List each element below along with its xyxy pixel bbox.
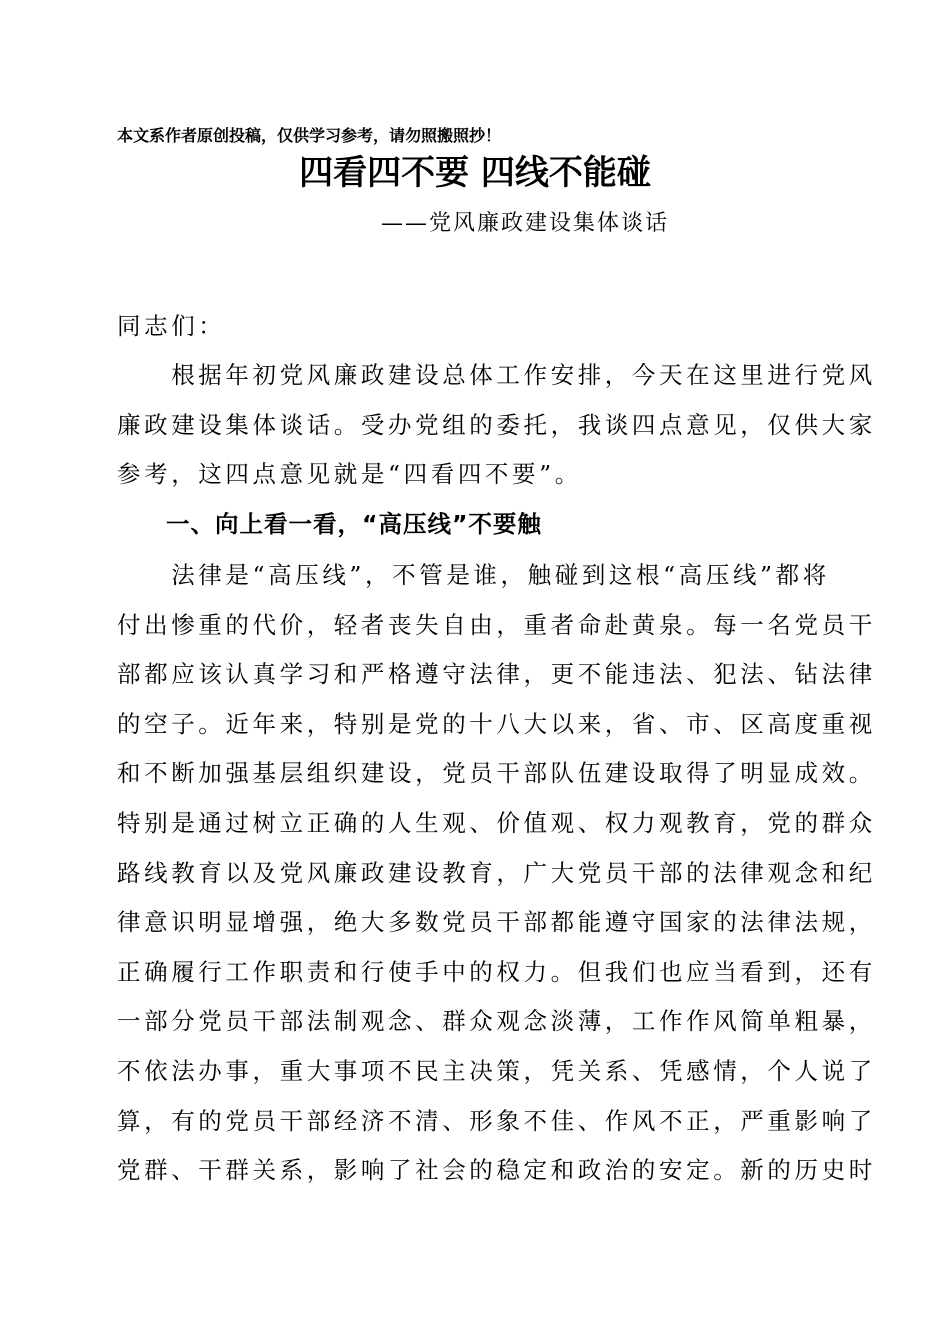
paragraph-line: 根据年初党风廉政建设总体工作安排，今天在这里进行党风	[117, 361, 876, 389]
paragraph-line: 不依法办事，重大事项不民主决策，凭关系、凭感情，个人说了	[117, 1056, 876, 1085]
paragraph-line: 正确履行工作职责和行使手中的权力。但我们也应当看到，还有	[117, 957, 876, 986]
paragraph-line: 路线教育以及党风廉政建设教育，广大党员干部的法律观念和纪	[117, 858, 876, 887]
paragraph-line: 和不断加强基层组织建设，党员干部队伍建设取得了明显成效。	[117, 759, 876, 788]
section-paragraph	[117, 551, 876, 1196]
intro-paragraph	[117, 351, 876, 500]
paragraph-line: 算，有的党员干部经济不清、形象不佳、作风不正，严重影响了	[117, 1106, 876, 1135]
paragraph-line: 的空子。近年来，特别是党的十八大以来，省、市、区高度重视	[117, 709, 876, 738]
document-title: 四看四不要 四线不能碰	[299, 153, 651, 193]
copyright-notice: 本文系作者原创投稿，仅供学习参考，请勿照搬照抄！	[117, 126, 502, 145]
paragraph-line: 部都应该认真学习和严格遵守法律，更不能违法、犯法、钻法律	[117, 660, 876, 689]
paragraph-line: 法律是“高压线”，不管是谁，触碰到这根“高压线”都将	[117, 561, 830, 589]
document-subtitle: ——党风廉政建设集体谈话	[380, 211, 669, 236]
paragraph-line: 付出惨重的代价，轻者丧失自由，重者命赴黄泉。每一名党员干	[117, 610, 876, 639]
paragraph-line: 党群、干群关系，影响了社会的稳定和政治的安定。新的历史时	[117, 1156, 876, 1185]
paragraph-line: 律意识明显增强，绝大多数党员干部都能遵守国家的法律法规，	[117, 908, 876, 937]
paragraph-line: 特别是通过树立正确的人生观、价值观、权力观教育，党的群众	[117, 808, 876, 837]
salutation: 同志们：	[117, 312, 226, 340]
paragraph-line: 一部分党员干部法制观念、群众观念淡薄，工作作风简单粗暴，	[117, 1007, 876, 1036]
paragraph-line: 参考，这四点意见就是“四看四不要”。	[117, 460, 582, 489]
paragraph-line: 廉政建设集体谈话。受办党组的委托，我谈四点意见，仅供大家	[117, 410, 876, 439]
section-heading: 一、向上看一看，“高压线”不要触	[117, 510, 542, 538]
